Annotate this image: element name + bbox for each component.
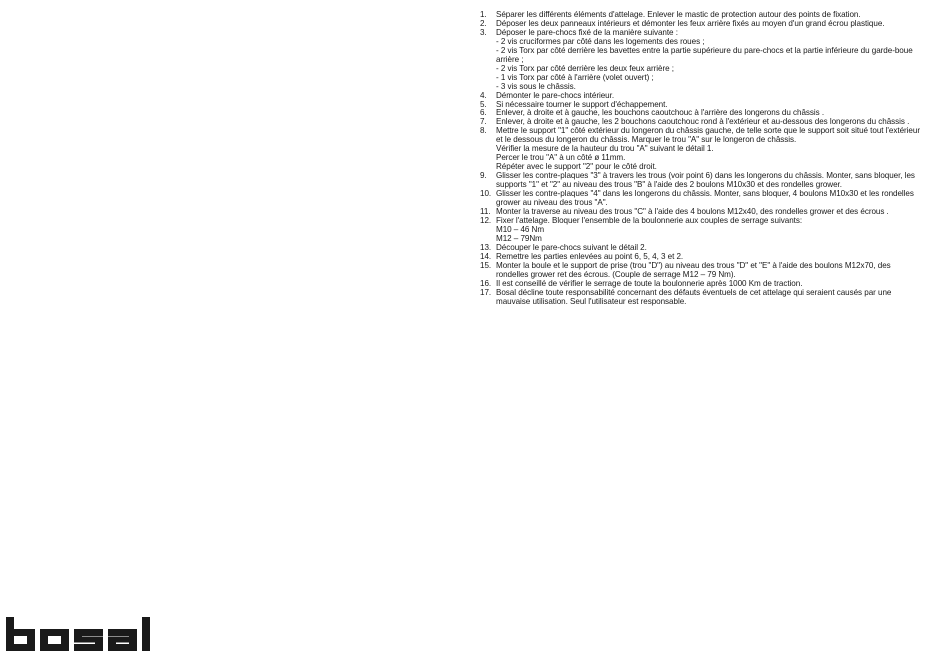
step-line: Si nécessaire tourner le support d'échappement. <box>496 99 668 109</box>
step-line: - 2 vis Torx par côté derrière les deux feux arrière ; <box>496 63 674 73</box>
step-text <box>496 217 920 244</box>
instruction-step <box>480 289 920 307</box>
step-line: Enlever, à droite et à gauche, les bouchons caoutchouc à l'arrière des longerons du châssis . <box>496 108 825 118</box>
step-number: 17. <box>480 287 492 297</box>
step-number: 15. <box>480 260 492 270</box>
instruction-step <box>480 262 920 280</box>
step-text <box>496 289 920 307</box>
step-line: Découper le pare-chocs suivant le détail 2. <box>496 242 647 252</box>
step-number: 16. <box>480 278 492 288</box>
step-number: 8. <box>480 126 487 136</box>
step-text <box>496 190 920 208</box>
step-line: Séparer les différents éléments d'attelage. Enlever le mastic de protection autour des points de fixation. <box>496 10 861 19</box>
step-line: Monter la boule et le support de prise (trou "D") au niveau des trous "D" et "E" à l'aide des boulons M12x70, des rondelles grower ret des écrous. (Couple de serrage M12 – 79 Nm). <box>496 260 891 279</box>
step-number: 1. <box>480 10 487 19</box>
step-text <box>496 127 920 172</box>
step-line: M10 – 46 Nm <box>496 224 545 234</box>
step-line: Déposer le pare-chocs fixé de la manière suivante : <box>496 27 678 37</box>
instruction-step <box>480 29 920 92</box>
step-text <box>496 172 920 190</box>
step-number: 4. <box>480 90 487 100</box>
step-line: Démonter le pare-chocs intérieur. <box>496 90 615 100</box>
step-line: Vérifier la mesure de la hauteur du trou "A" suivant le détail 1. <box>496 144 714 154</box>
step-line: Déposer les deux panneaux intérieurs et démonter les feux arrière fixés au moyen d'un grand écrou plastique. <box>496 18 885 28</box>
step-number: 14. <box>480 251 492 261</box>
step-line: Percer le trou "A" à un côté ø 11mm. <box>496 153 626 163</box>
step-line: - 1 vis Torx par côté à l'arrière (volet ouvert) ; <box>496 72 654 82</box>
instruction-step <box>480 172 920 190</box>
step-line: - 2 vis cruciformes par côté dans les logements des roues ; <box>496 36 705 46</box>
instruction-list <box>480 11 920 306</box>
step-text <box>496 262 920 280</box>
step-text <box>496 29 920 92</box>
step-line: Enlever, à droite et à gauche, les 2 bouchons caoutchouc rond à l'extérieur et au-dessous des longerons du châssis . <box>496 117 910 127</box>
step-number: 5. <box>480 99 487 109</box>
instruction-step <box>480 190 920 208</box>
step-number: 10. <box>480 189 492 199</box>
step-number: 11. <box>480 206 491 216</box>
step-number: 7. <box>480 117 487 127</box>
step-number: 9. <box>480 171 487 181</box>
step-line: M12 – 79Nm <box>496 233 542 243</box>
instruction-step <box>480 217 920 244</box>
bosal-logo <box>6 617 166 651</box>
step-number: 12. <box>480 215 492 225</box>
step-line: - 3 vis sous le châssis. <box>496 81 576 91</box>
step-number: 6. <box>480 108 487 118</box>
instruction-step <box>480 127 920 172</box>
step-line: Glisser les contre-plaques "3" à travers les trous (voir point 6) dans les longerons du châssis. Monter, sans bloquer, les supports "1" et "2" au niveau des trous "B" à l'aide des 2 boulons M10x30 et des rondelles grower. <box>496 171 915 190</box>
step-line: Mettre le support "1" côté extérieur du longeron du châssis gauche, de telle sorte que le support soit situé tout l'extérieur et le dessous du longeron du châssis. Marquer le trou "A" sur le longeron de châssis. <box>496 126 920 145</box>
step-line: Bosal décline toute responsabilité concernant des défauts éventuels de cet attelage qui seraient causés par une mauvaise utilisation. Seul l'utilisateur est responsable. <box>496 287 892 306</box>
step-line: - 2 vis Torx par côté derrière les bavettes entre la partie supérieure du pare-chocs et la partie inférieure du garde-boue arrière ; <box>496 45 913 64</box>
step-line: Il est conseillé de vérifier le serrage de toute la boulonnerie après 1000 Km de traction. <box>496 278 803 288</box>
step-number: 13. <box>480 242 492 252</box>
step-line: Glisser les contre-plaques "4" dans les longerons du châssis. Monter, sans bloquer, 4 boulons M10x30 et les rondelles grower au niveau des trous "A". <box>496 189 914 208</box>
step-line: Répéter avec le support "2" pour le côté droit. <box>496 162 657 172</box>
step-number: 3. <box>480 27 487 37</box>
step-number: 2. <box>480 18 487 28</box>
step-line: Remettre les parties enlevées au point 6, 5, 4, 3 et 2. <box>496 251 684 261</box>
step-line: Monter la traverse au niveau des trous "C" à l'aide des 4 boulons M12x40, des rondelles grower et des écrous . <box>496 206 889 216</box>
step-line: Fixer l'attelage. Bloquer l'ensemble de la boulonnerie aux couples de serrage suivants: <box>496 215 803 225</box>
